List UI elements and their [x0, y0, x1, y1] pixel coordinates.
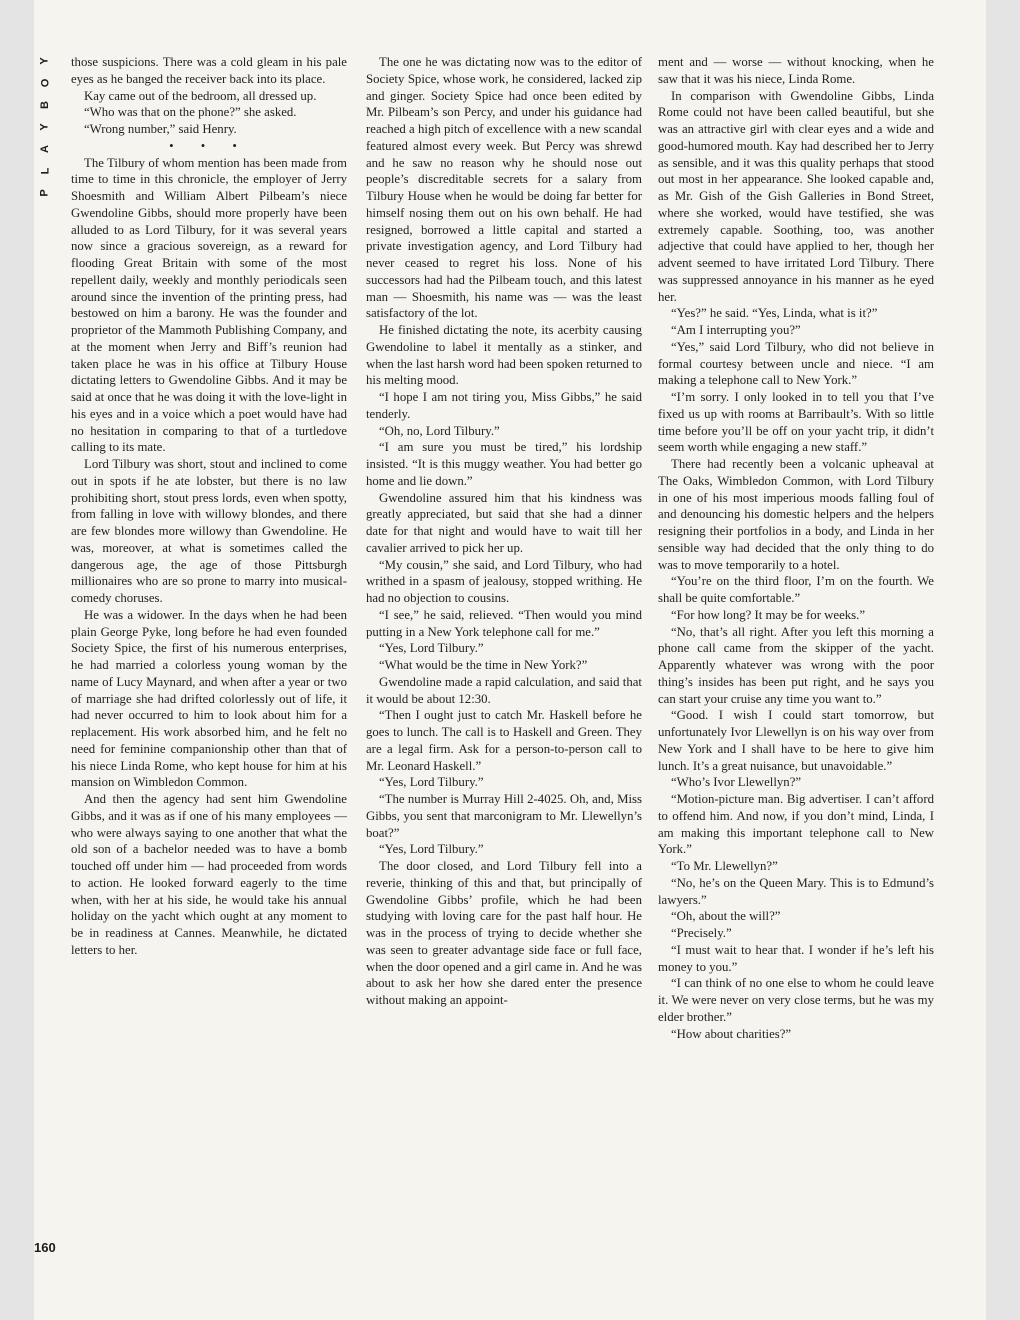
- paragraph: “Motion-picture man. Big advertiser. I can’t afford to offend him. And now, if you don’t mind, Linda, I am making this important telephone call to New York.”: [658, 792, 934, 857]
- paragraph: “The number is Murray Hill 2-4025. Oh, and, Miss Gibbs, you sent that marconigram to Mr. Llewellyn’s boat?”: [366, 792, 642, 840]
- masthead-letter: B: [38, 101, 51, 109]
- paragraph: There had recently been a volcanic upheaval at The Oaks, Wimbledon Common, with Lord Tilbury in one of his most imperious moods falling foul of and denouncing his domestic helpers and the helpers resigning their portfolios in a body, and Linda in her sensible way had decided that the only thing to do was to move temporarily to a hotel.: [658, 457, 934, 572]
- masthead-letter: A: [38, 145, 51, 153]
- paragraph: And then the agency had sent him Gwendoline Gibbs, and it was as if one of his many employees — who were always saying to one another that what the old son of a bachelor needed was to have a bomb touched off under him — had proceeded from words to action. He looked forward eagerly to the time when, with her at his side, he would take his annual holiday on the yacht which ought at any moment to be in readiness at Cannes. Meanwhile, he dictated letters to her.: [71, 792, 347, 957]
- text-column-1: [71, 54, 347, 959]
- paragraph: “Precisely.”: [671, 926, 732, 940]
- paragraph: “Who was that on the phone?” she asked.: [84, 105, 297, 120]
- paragraph: “Good. I wish I could start tomorrow, but unfortunately Ivor Llewellyn is on his way over from New York and I shall have to be here to give him lunch. It’s a great nuisance, but unavoidable.”: [658, 708, 934, 773]
- text-column-2: [366, 54, 642, 1009]
- masthead-letter: L: [38, 167, 51, 175]
- paragraph: “Yes, Lord Tilbury.”: [379, 842, 484, 857]
- page-number: 160: [34, 1240, 56, 1255]
- paragraph: “To Mr. Llewellyn?”: [671, 859, 778, 873]
- paragraph: “No, that’s all right. After you left this morning a phone call came from the skipper of the yacht. Apparently whatever was wrong with the poor thing’s insides has been put right, and he says you can start your cruise any time you want to.”: [658, 624, 934, 706]
- paragraph: “I can think of no one else to whom he could leave it. We were never on very close terms, but he was my elder brother.”: [658, 976, 934, 1024]
- paragraph: “My cousin,” she said, and Lord Tilbury, who had writhed in a spasm of jealousy, stopped writhing. He had no objection to cousins.: [366, 557, 642, 605]
- paragraph: “Yes, Lord Tilbury.”: [379, 641, 484, 656]
- paragraph: “Yes?” he said. “Yes, Linda, what is it?”: [671, 306, 878, 321]
- paragraph: The one he was dictating now was to the editor of Society Spice, whose work, he considered, lacked zip and ginger. Society Spice had once been edited by Mr. Pilbeam’s son Percy, and under his guidance had reached a high pitch of excellence with a new scandal featured almost every week. But Percy was shrewd and he saw no reason why he should nose out people’s discreditable secrets for a salary from Tilbury House when he would be doing far better for himself nosing them out on his own behalf. He had resigned, borrowed a little capital and started a private investigation agency, and Lord Tilbury had never ceased to regret his loss. None of his successors had had the Pilbeam touch, and this latest man — Shoesmith, his name was — was the least satisfactory of the lot.: [366, 55, 642, 321]
- paragraph: “Yes,” said Lord Tilbury, who did not believe in formal courtesy between uncle and niece. “I am making a telephone call to New York.”: [658, 339, 934, 388]
- magazine-masthead: [36, 50, 54, 204]
- paragraph: “Yes, Lord Tilbury.”: [379, 775, 484, 790]
- masthead-letter: Y: [39, 57, 51, 65]
- paragraph: those suspicions. There was a cold gleam in his pale eyes as he banged the receiver back into its place.: [71, 55, 347, 86]
- paragraph: “For how long? It may be for weeks.”: [671, 607, 866, 622]
- paragraph: “How about charities?”: [671, 1026, 792, 1041]
- paragraph: “Oh, about the will?”: [671, 909, 781, 924]
- paragraph: ment and — worse — without knocking, when he saw that it was his niece, Linda Rome.: [658, 55, 934, 86]
- paragraph: “Am I interrupting you?”: [671, 323, 801, 337]
- paragraph: He was a widower. In the days when he had been plain George Pyke, long before he had even founded Society Spice, the first of his numerous enterprises, he had married a colorless young woman by the name of Lucy Maynard, and when after a year or two of marriage she had drifted colorlessly out of life, it had never occurred to him to look about him for a replacement. His work absorbed him, and he felt no need for feminine companionship other than that of his niece Linda Rome, who kept house for him at his mansion on Wimbledon Common.: [71, 607, 347, 790]
- text-column-3: [658, 54, 934, 1042]
- masthead-letter: P: [39, 189, 51, 197]
- paragraph: “I must wait to hear that. I wonder if he’s left his money to you.”: [658, 942, 934, 974]
- paragraph: Kay came out of the bedroom, all dressed up.: [84, 88, 317, 103]
- masthead-letter: Y: [39, 123, 51, 131]
- paragraph: Lord Tilbury was short, stout and inclined to come out in spots if he ate lobster, but there is no law prohibiting short, stout press lords, even when spotty, from falling in love with willowy blondes, and there are few blondes more willowy than Gwendoline. He was, moreover, at what is sometimes called the dangerous age, the age of those Pittsburgh millionaires who are so prone to marry into musical-comedy choruses.: [71, 457, 347, 605]
- paragraph: He finished dictating the note, its acerbity causing Gwendoline to label it mentally as a stinker, and when the last harsh word had been spoken returned to his melting mood.: [366, 323, 642, 388]
- paragraph: Gwendoline assured him that his kindness was greatly appreciated, but said that she had a dinner date for that night and would have to wait till her cavalier arrived to pick her up.: [366, 490, 642, 555]
- paragraph: “What would be the time in New York?”: [379, 658, 588, 672]
- paragraph: “You’re on the third floor, I’m on the fourth. We shall be quite comfortable.”: [658, 574, 934, 605]
- paragraph: The door closed, and Lord Tilbury fell into a reverie, thinking of this and that, but principally of Gwendoline Gibbs’ profile, which he had been studying with loving care for the past half hour. He was in the process of trying to decide whether she was seen to greater advantage side face or full face, when the door opened and a girl came in. And he was about to ask her how she dared enter the presence without making an appoint-: [366, 859, 642, 1007]
- paragraph: The Tilbury of whom mention has been made from time to time in this chronicle, the employer of Jerry Shoesmith and William Albert Pilbeam’s niece Gwendoline Gibbs, should more properly have been alluded to as Lord Tilbury, for it was several years now since a gracious sovereign, as a reward for flooding Great Britain with some of the most repellent daily, weekly and monthly periodicals seen around since the invention of the printing press, had bestowed on him a barony. He was the founder and proprietor of the Mammoth Publishing Company, and at the moment when Jerry and Biff’s reunion had taken place he was in his office at Tilbury House dictating letters to Gwendoline Gibbs. And it may be said at once that he was doing it with the love-light in his eyes and in a voice which a poet would have had no hesitation in comparing to that of a turtledove calling to its mate.: [71, 155, 347, 455]
- paragraph: “Then I ought just to catch Mr. Haskell before he goes to lunch. The call is to Haskell and Green. They are a legal firm. Ask for a person-to-person call to Mr. Leonard Haskell.”: [366, 708, 642, 773]
- paragraph: “Oh, no, Lord Tilbury.”: [379, 423, 500, 438]
- paragraph: Gwendoline made a rapid calculation, and said that it would be about 12:30.: [366, 674, 642, 706]
- paragraph: “Who’s Ivor Llewellyn?”: [671, 775, 802, 790]
- paragraph: “I’m sorry. I only looked in to tell you that I’ve fixed us up with rooms at Barribault’s. With so little time before you’ll be off on your yacht trip, it didn’t seem worth while engaging a new staff.”: [658, 390, 934, 455]
- paragraph: In comparison with Gwendoline Gibbs, Linda Rome could not have been called beautiful, but she was an attractive girl with clear eyes and a wide and good-humored mouth. Kay had described her to Jerry as sensible, and it was this quality perhaps that stood out most in her appearance. She looked capable and, as Mr. Gish of the Gish Galleries in Bond Street, where she worked, would have testified, she was extremely capable. Soothing, too, was another adjective that could have applied to her, though her advent seemed to have irritated Lord Tilbury. There was suppressed annoyance in his manner as he eyed her.: [658, 88, 934, 304]
- paragraph: “I am sure you must be tired,” his lordship insisted. “It is this muggy weather. You had better go home and lie down.”: [366, 440, 642, 488]
- section-separator: • • •: [169, 138, 249, 153]
- masthead-letter: O: [39, 78, 51, 88]
- paragraph: “Wrong number,” said Henry.: [84, 122, 237, 136]
- paragraph: “I hope I am not tiring you, Miss Gibbs,” he said tenderly.: [366, 390, 642, 421]
- paragraph: “I see,” he said, relieved. “Then would you mind putting in a New York telephone call for me.”: [366, 607, 642, 639]
- magazine-page: [34, 0, 986, 1320]
- paragraph: “No, he’s on the Queen Mary. This is to Edmund’s lawyers.”: [658, 875, 934, 907]
